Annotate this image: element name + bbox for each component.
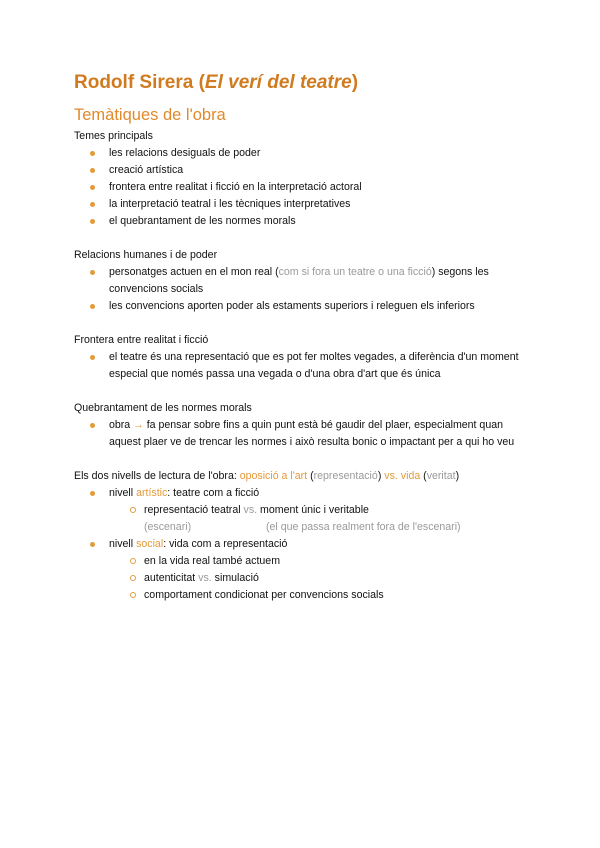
reading-levels-list	[74, 485, 526, 604]
list-item: el teatre és una representació que es pot fer moltes vegades, a diferència d'un moment especial que només passa una vegada o d'una obra d'art que és única	[74, 349, 526, 383]
power-relations-list	[74, 264, 526, 315]
sub-list-item: en la vida real també actuem	[109, 553, 526, 570]
social-level-sublist	[109, 553, 526, 604]
document-title: Rodolf Sirera (El verí del teatre)	[74, 72, 359, 93]
moral-norms-list	[74, 417, 526, 451]
list-item: frontera entre realitat i ficció en la interpretació actoral	[74, 179, 526, 196]
section-heading-main-themes: Temes principals	[74, 130, 153, 142]
arrow-icon: →	[133, 419, 144, 431]
list-item: les convencions aporten poder als estaments superiors i releguen els inferiors	[74, 298, 526, 315]
sub-list-item: representació teatral vs. moment únic i veritable (escenari) (el que passa realment fora de l'escenari)	[109, 502, 526, 536]
reality-fiction-list	[74, 349, 526, 383]
note-stage: (escenari)	[144, 521, 192, 533]
list-item: creació artística	[74, 162, 526, 179]
section-subtitle: Temàtiques de l'obra	[74, 106, 226, 124]
main-themes-list	[74, 145, 526, 230]
document-body	[74, 128, 526, 604]
play-title: El verí del teatre	[204, 72, 352, 93]
sub-list-item: comportament condicionat per convencions socials	[109, 587, 526, 604]
list-item: el quebrantament de les normes morals	[74, 213, 526, 230]
artistic-level-sublist	[109, 502, 526, 536]
section-heading-reading-levels: Els dos nivells de lectura de l'obra: oposició a l'art (representació) vs. vida (veritat)	[74, 470, 460, 482]
list-item-artistic-level: nivell artístic: teatre com a ficció representació teatral vs. moment únic i veritable (escenari) (el que passa realment fora de l'escenari)	[74, 485, 526, 536]
list-item: la interpretació teatral i les tècniques interpretatives	[74, 196, 526, 213]
section-heading-reality-fiction: Frontera entre realitat i ficció	[74, 334, 209, 346]
section-heading-power-relations: Relacions humanes i de poder	[74, 249, 218, 261]
note-offstage: (el que passa realment fora de l'escenari)	[266, 521, 461, 533]
section-heading-moral-norms: Quebrantament de les normes morals	[74, 402, 252, 414]
list-item: personatges actuen en el mon real (com si fora un teatre o una ficció) segons les convencions socials	[74, 264, 526, 298]
list-item-social-level: nivell social: vida com a representació en la vida real també actuem autenticitat vs. simulació comportament condicionat per convencions socials	[74, 536, 526, 604]
list-item: les relacions desiguals de poder	[74, 145, 526, 162]
list-item: obra → fa pensar sobre fins a quin punt està bé gaudir del plaer, especialment quan aquest plaer ve de trencar les normes i això resulta bonic o impactant per a qui ho veu	[74, 417, 526, 451]
sub-list-item: autenticitat vs. simulació	[109, 570, 526, 587]
